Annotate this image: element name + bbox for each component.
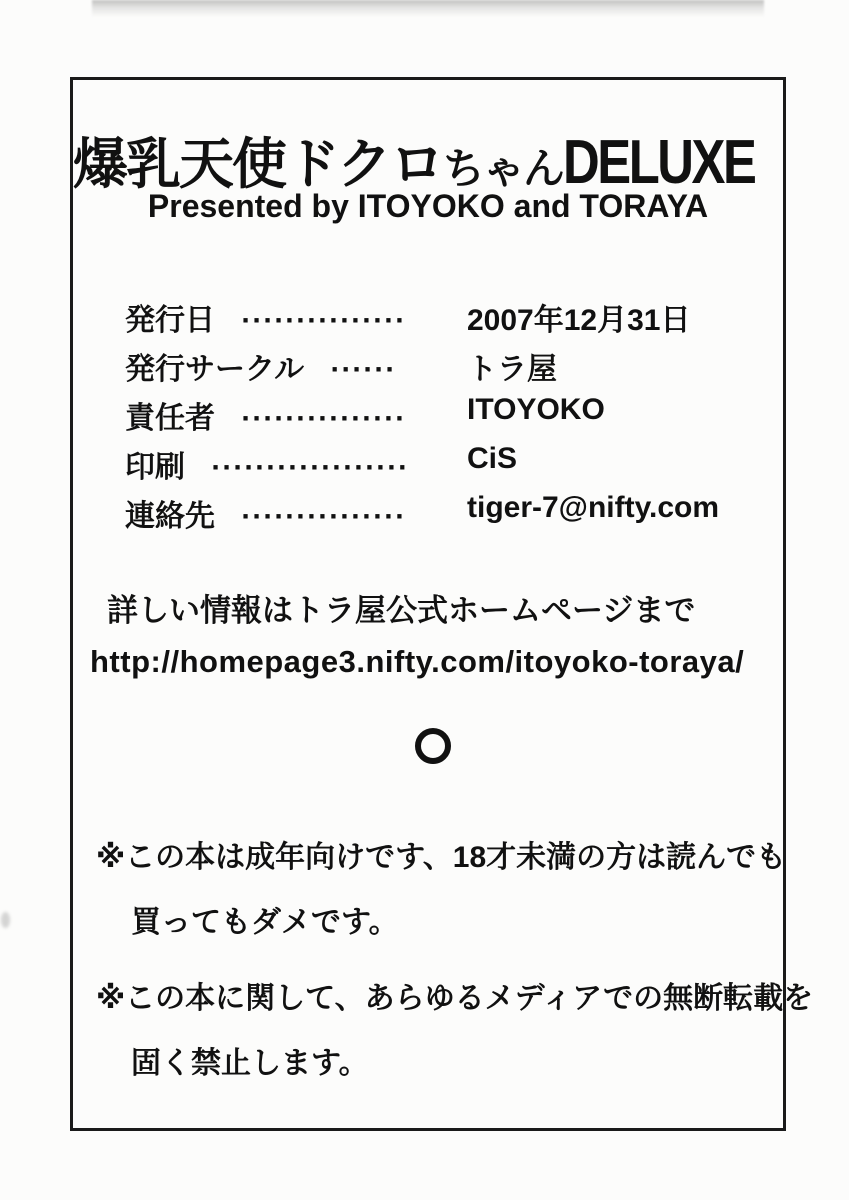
detail-value: ITOYOKO [467, 393, 605, 426]
homepage-url: http://homepage3.nifty.com/itoyoko-toraya/ [90, 644, 745, 679]
detail-row-circle [125, 344, 765, 393]
publication-details-list [125, 295, 765, 540]
dot-leader: ······ [330, 353, 397, 386]
homepage-info-text: 詳しい情報はトラ屋公式ホームページまで [107, 593, 696, 628]
title-latin: DELUXE [562, 128, 755, 197]
dot-leader: ··············· [241, 500, 407, 533]
detail-value: CiS [467, 442, 518, 475]
detail-row-printer [125, 442, 765, 491]
homepage-info [73, 585, 783, 680]
notice-text: ※この本に関して、あらゆるメディアでの無断転載を [96, 982, 814, 1015]
adult-content-notice [73, 832, 787, 941]
notice-text: 固く禁止します。 [131, 1047, 369, 1080]
dot-leader: ··············· [241, 304, 407, 337]
title-japanese-small: ちゃん [442, 145, 563, 192]
detail-label: 発行日 [125, 304, 215, 337]
title-japanese: 爆乳天使ドクロ [73, 133, 443, 195]
notice-text: ※この本は成年向けです、18才未満の方は読んでも [96, 841, 787, 874]
dot-leader: ·················· [211, 451, 410, 484]
detail-row-contact [125, 491, 765, 540]
detail-value: tiger-7@nifty.com [467, 491, 720, 524]
detail-row-responsible-person [125, 393, 765, 442]
dot-leader: ··············· [241, 402, 407, 435]
title-credit-line: Presented by ITOYOKO and TORAYA [147, 188, 709, 224]
scan-artifact-left-edge [1, 912, 10, 928]
detail-row-publish-date [125, 295, 765, 344]
detail-value: トラ屋 [467, 353, 557, 386]
notice-text: 買ってもダメです。 [131, 906, 399, 939]
detail-label: 連絡先 [125, 500, 215, 533]
colophon-frame [70, 77, 814, 1131]
detail-label: 責任者 [125, 402, 215, 435]
no-reproduction-notice [73, 973, 814, 1082]
scan-artifact-top [92, 0, 764, 17]
circle-mark [415, 728, 451, 764]
detail-value: 2007年12月31日 [467, 304, 691, 337]
detail-label: 印刷 [125, 451, 185, 484]
detail-label: 発行サークル [125, 353, 305, 386]
